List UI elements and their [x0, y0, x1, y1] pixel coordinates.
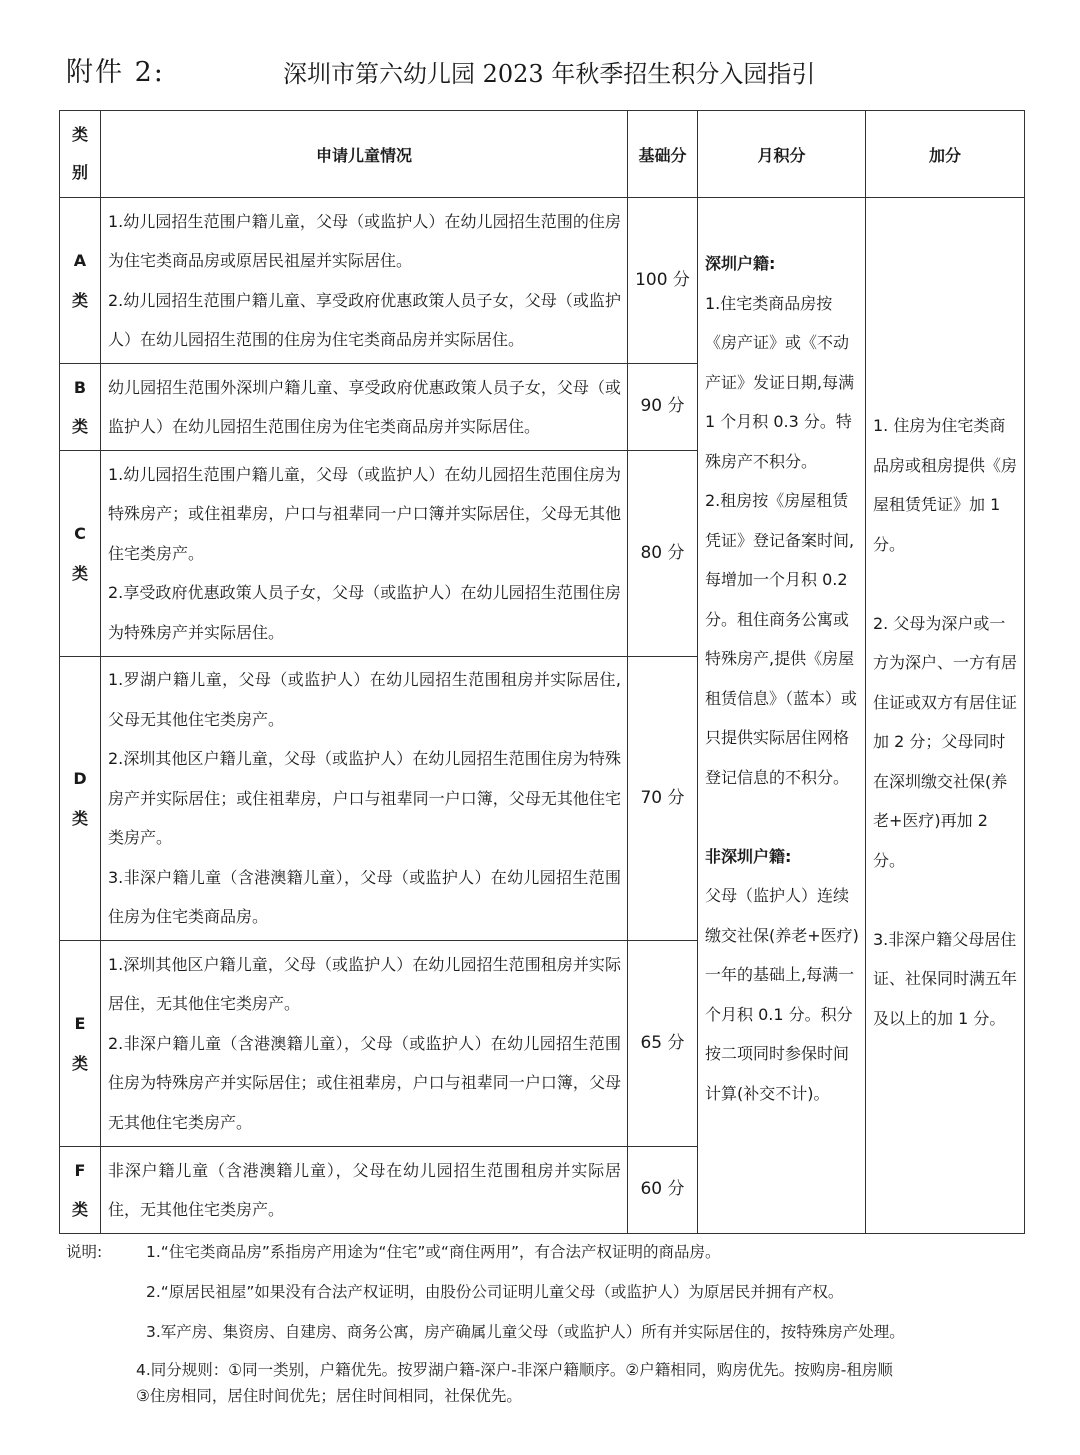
category-b: B 类	[60, 364, 101, 451]
table-header-row	[60, 111, 1025, 198]
header-category: 类 别	[60, 111, 101, 198]
page-title: 深圳市第六幼儿园 2023 年秋季招生积分入园指引	[283, 60, 816, 88]
situation-a: 1.幼儿园招生范围户籍儿童，父母（或监护人）在幼儿园招生范围的住房为住宅类商品房或原居民祖屋并实际居住。 2.幼儿园招生范围户籍儿童、享受政府优惠政策人员子女，父母（或监护人）在幼儿园招生范围的住房为住宅类商品房并实际居住。	[101, 198, 628, 364]
category-c: C 类	[60, 451, 101, 657]
header-monthly: 月积分	[698, 111, 866, 198]
monthly-points: 深圳户籍: 1.住宅类商品房按《房产证》或《不动产证》发证日期,每满 1 个月积 0.3 分。特殊房产不积分。 2.租房按《房屋租赁凭证》登记备案时间,每增加一个月积 0.2 分。租住商务公寓或特殊房产,提供《房屋租赁信息》（蓝本）或只提供实际居住网格登记信息的不积分。 非深圳户籍: 父母（监护人）连续缴交社保(养老+医疗)一年的基础上,每满一个月积 0.1 分。积分按二项同时参保时间计算(补交不计)。	[698, 198, 866, 1234]
note-4-continued: ③住房相同，居住时间优先；居住时间相同，社保优先。	[136, 1387, 522, 1405]
note-1: 1.“住宅类商品房”系指房产用途为“住宅”或“商住两用”，有合法产权证明的商品房。	[146, 1243, 721, 1261]
situation-d: 1.罗湖户籍儿童，父母（或监护人）在幼儿园招生范围租房并实际居住,父母无其他住宅类房产。 2.深圳其他区户籍儿童，父母（或监护人）在幼儿园招生范围住房为特殊房产并实际居住；或住祖辈房，户口与祖辈同一户口簿，父母无其他住宅类房产。 3.非深户籍儿童（含港澳籍儿童），父母（或监护人）在幼儿园招生范围住房为住宅类商品房。	[101, 657, 628, 941]
header-base: 基础分	[628, 111, 698, 198]
situation-e: 1.深圳其他区户籍儿童，父母（或监护人）在幼儿园招生范围租房并实际居住，无其他住宅类房产。 2.非深户籍儿童（含港澳籍儿童），父母（或监护人）在幼儿园招生范围住房为特殊房产并实际居住；或住祖辈房，户口与祖辈同一户口簿，父母无其他住宅类房产。	[101, 941, 628, 1147]
attachment-label: 附件 2:	[66, 57, 165, 88]
category-a: A 类	[60, 198, 101, 364]
category-f: F 类	[60, 1147, 101, 1234]
category-e: E 类	[60, 941, 101, 1147]
situation-f: 非深户籍儿童（含港澳籍儿童），父母在幼儿园招生范围租房并实际居住，无其他住宅类房产。	[101, 1147, 628, 1234]
bonus-points: 1. 住房为住宅类商品房或租房提供《房屋租赁凭证》加 1 分。 2. 父母为深户或一方为深户、一方有居住证或双方有居住证加 2 分；父母同时在深圳缴交社保(养老+医疗)再加 2 分。 3.非深户籍父母居住证、社保同时满五年及以上的加 1 分。	[866, 198, 1025, 1234]
base-score-c: 80 分	[628, 451, 698, 657]
note-4: 4.同分规则：①同一类别，户籍优先。按罗湖户籍-深户-非深户籍顺序。②户籍相同，购房优先。按购房-租房顺	[136, 1361, 893, 1379]
header-bonus: 加分	[866, 111, 1025, 198]
note-2: 2.“原居民祖屋”如果没有合法产权证明，由股份公司证明儿童父母（或监护人）为原居民并拥有产权。	[146, 1283, 844, 1301]
category-d: D 类	[60, 657, 101, 941]
base-score-a: 100 分	[628, 198, 698, 364]
situation-b: 幼儿园招生范围外深圳户籍儿童、享受政府优惠政策人员子女，父母（或监护人）在幼儿园招生范围住房为住宅类商品房并实际居住。	[101, 364, 628, 451]
situation-c: 1.幼儿园招生范围户籍儿童，父母（或监护人）在幼儿园招生范围住房为特殊房产；或住祖辈房，户口与祖辈同一户口簿并实际居住，父母无其他住宅类房产。 2.享受政府优惠政策人员子女，父母（或监护人）在幼儿园招生范围住房为特殊房产并实际居住。	[101, 451, 628, 657]
admission-points-table	[59, 110, 1025, 1234]
table-row-a	[60, 198, 1025, 364]
notes-label: 说明:	[66, 1243, 103, 1261]
header-situation: 申请儿童情况	[101, 111, 628, 198]
base-score-e: 65 分	[628, 941, 698, 1147]
base-score-b: 90 分	[628, 364, 698, 451]
base-score-d: 70 分	[628, 657, 698, 941]
note-3: 3.军产房、集资房、自建房、商务公寓，房产确属儿童父母（或监护人）所有并实际居住的，按特殊房产处理。	[146, 1323, 905, 1341]
base-score-f: 60 分	[628, 1147, 698, 1234]
